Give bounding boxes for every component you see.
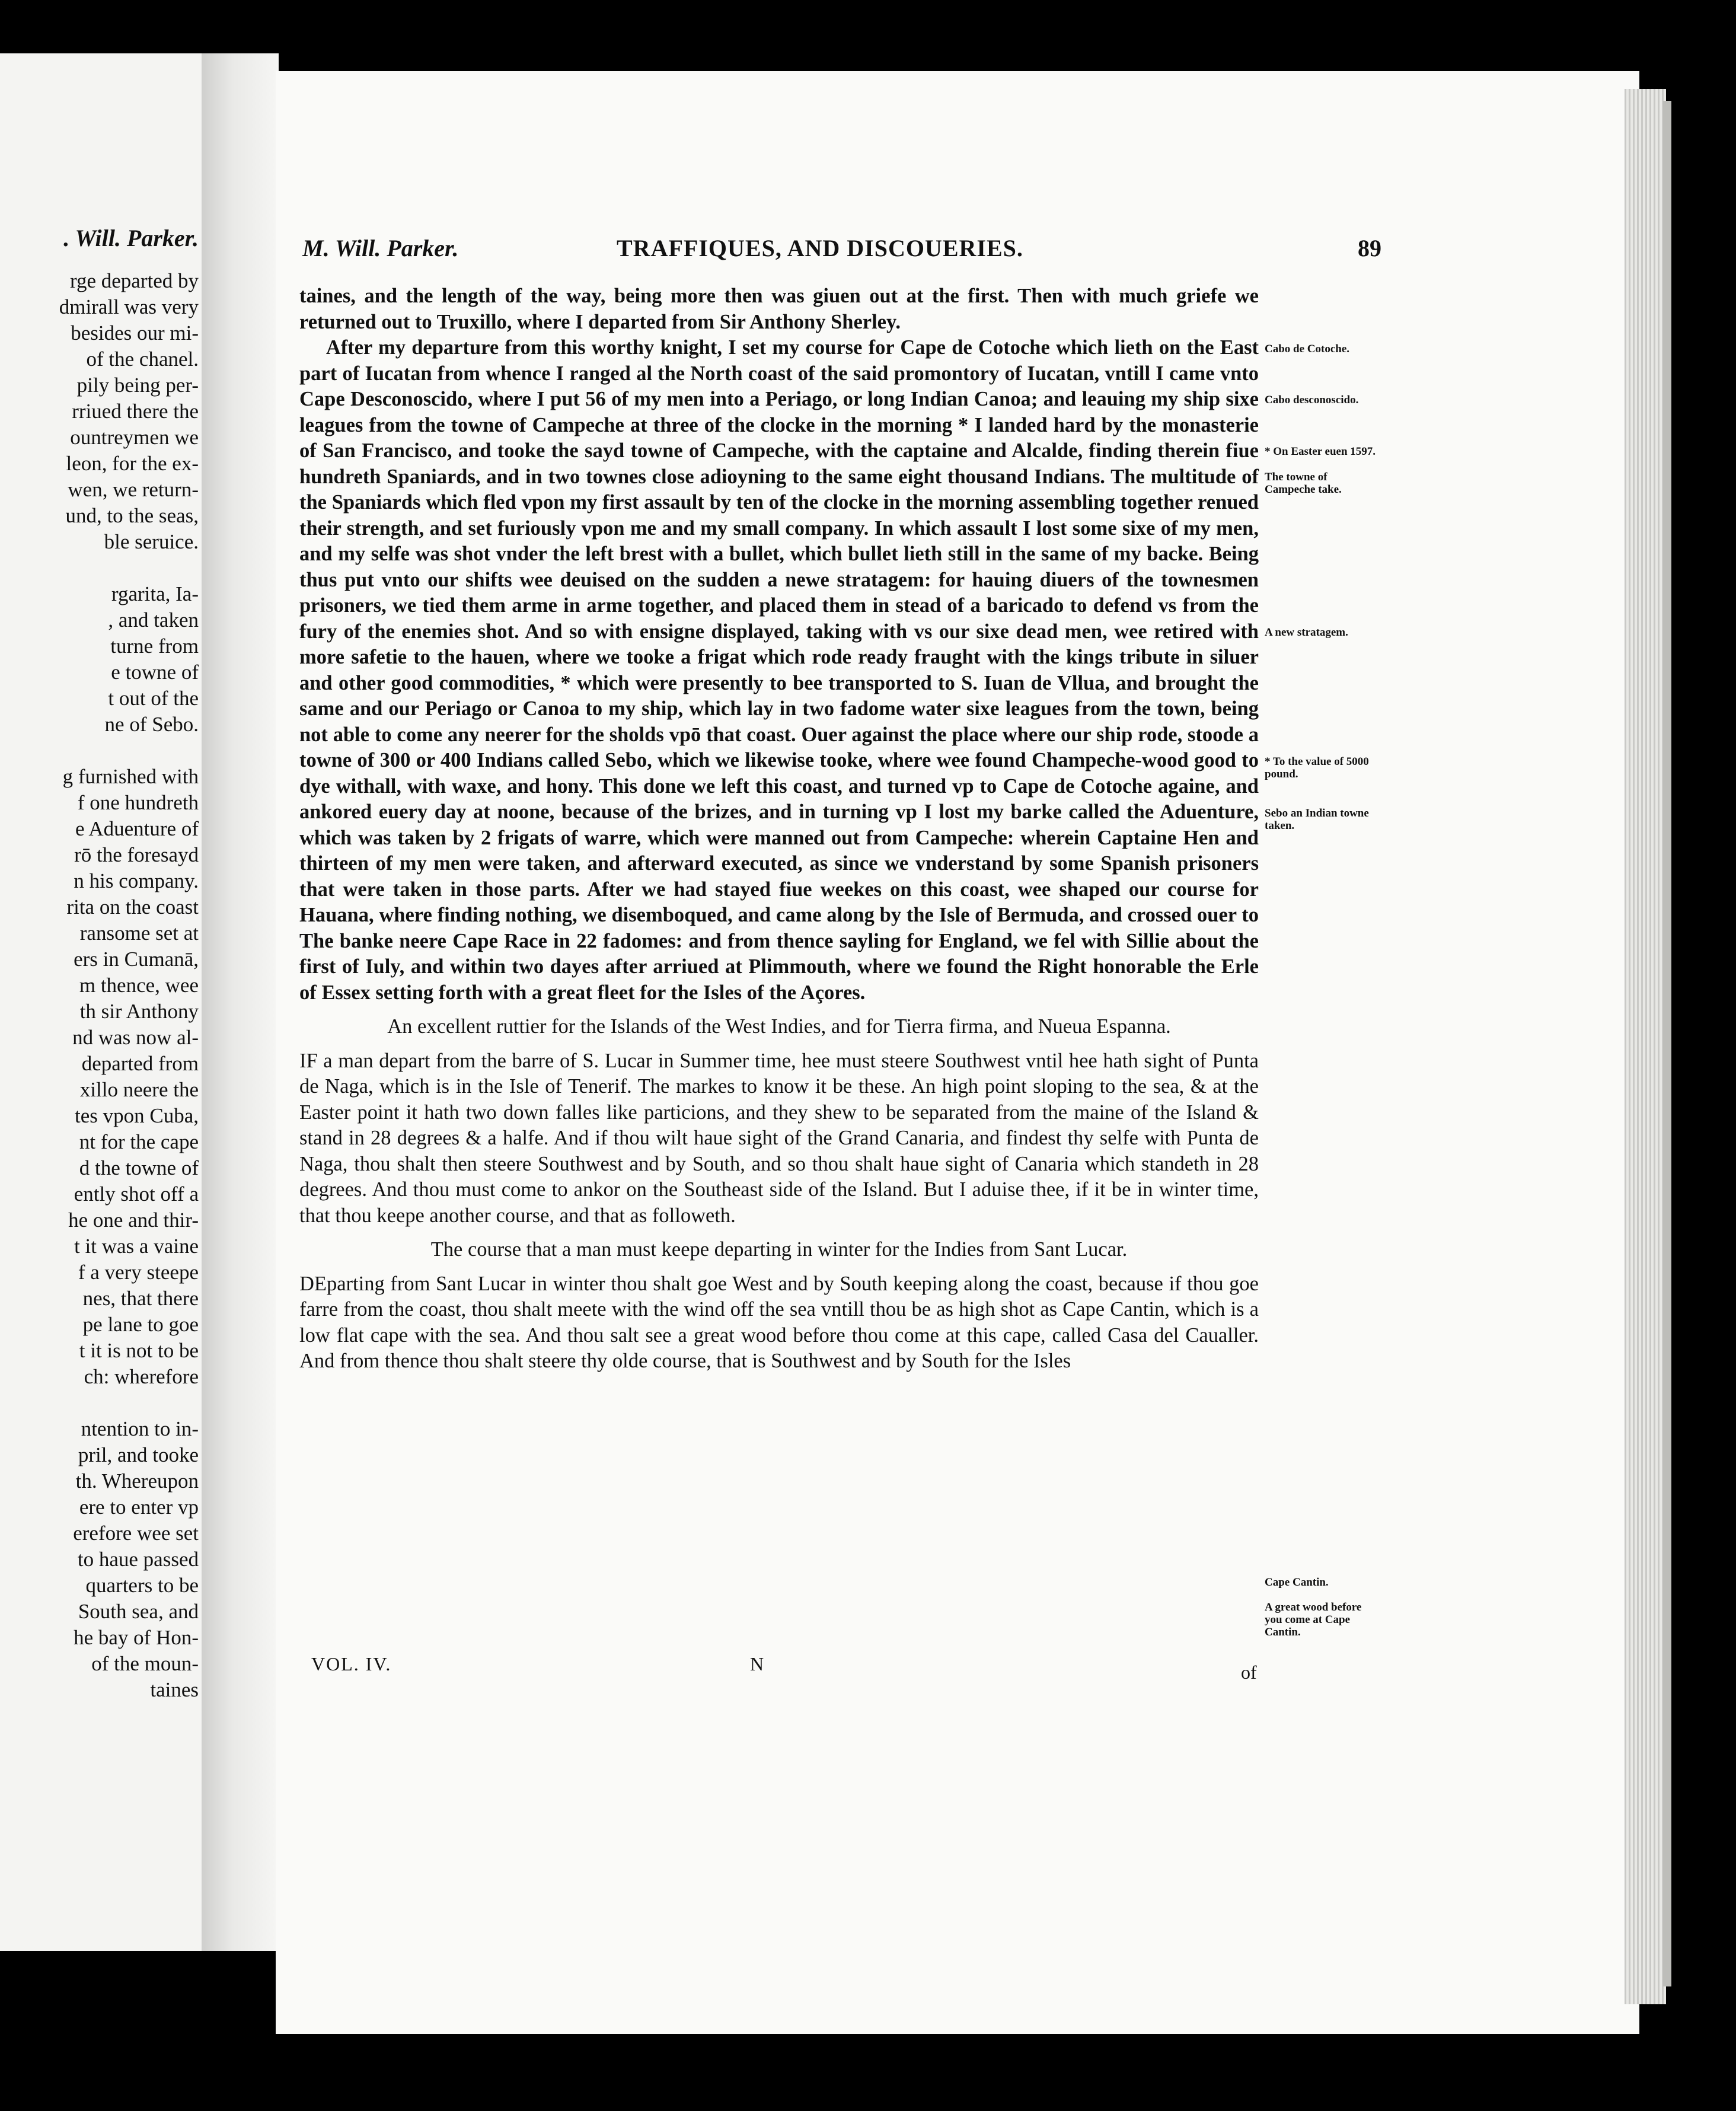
- margin-note-easter: * On Easter euen 1597.: [1265, 445, 1376, 458]
- left-page-line: m thence, wee: [79, 974, 199, 997]
- left-page-line: d the towne of: [79, 1156, 199, 1179]
- left-page-line: leon, for the ex-: [66, 452, 199, 475]
- left-page-line: f a very steepe: [78, 1261, 199, 1284]
- margin-note-cabo-cotoche: Cabo de Cotoche.: [1265, 343, 1350, 355]
- left-page-line: dmirall was very: [59, 295, 199, 318]
- left-page-line: of the chanel.: [86, 347, 199, 371]
- left-page-line: ers in Cumanā,: [74, 948, 199, 971]
- left-page-gap: [0, 738, 199, 764]
- running-title-author: M. Will. Parker.: [302, 235, 459, 262]
- left-page-line: wen, we return-: [68, 478, 199, 501]
- left-page-line: ch: wherefore: [84, 1365, 199, 1388]
- left-page-gap: [0, 555, 199, 581]
- paragraph-2: After my departure from this worthy knight, I set my course for Cape de Cotoche which lieth on the East part of Iucatan from whence I ranged al the North coast of the said promontory of Iucatan, vntill I came vnto Cape Desconoscido, where I put 56 of my men into a Periago, or long Indian Canoa; and leauing my ship sixe leagues from the towne of Campeche at three of the clocke in the morning * I landed hard by the monasterie of San Francisco, and tooke the sayd towne of Campeche, with the captaine and Alcalde, finding therein fiue hundreth Spaniards, and in two townes close adioyning to the same eight thousand Indians. The multitude of the Spaniards which fled vpon my first assault by ten of the clocke in the morning assembling together renued their strength, and set furiously vpon me and my small company. In which assault I lost some sixe of my men, and my selfe was shot vnder the left brest with a bullet, which bullet lieth still in the same of my backe. Being thus put vnto our shifts wee deuised on the sudden a newe stratagem: for hauing diuers of the townesmen prisoners, we tied them arme in arme together, and placed them in stead of a baricado to defend vs from the fury of the enemies shot. And so with ensigne displayed, taking with vs our sixe dead men, wee retired with more safetie to the hauen, where we tooke a frigat which rode ready fraught with the kings tribute in siluer and other good commodities, * which were presently to bee transported to S. Iuan de Vllua, and brought the same and our Periago or Canoa to my ship, which lay in two fadome water sixe leagues from the town, being not able to come any neerer for the sholds vpō that coast. Ouer against the place where our ship rode, stoode a towne of 300 or 400 Indians called Sebo, which we likewise tooke, where wee found Champeche-wood good to dye withall, with waxe, and hony. This done we left this coast, and turned vp to Cape de Cotoche againe, and ankored euery day at noone, because of the brizes, and in turning vp I lost my barke called the Aduenture, which was taken by 2 frigats of warre, which were manned out from Campeche: wherein Captaine Hen and thirteen of my men were taken, and afterward executed, as since we vnderstand by some Spanish prisoners that were taken in those parts. After we had stayed fiue weekes on this coast, wee shaped our course for Hauana, where finding nothing, we disemboqued, and came along by the Isle of Bermuda, and crossed ouer to The banke neere Cape Race in 22 fadomes: and from thence sayling for England, we fel with Sillie about the first of Iuly, and within two dayes after arriued at Plimmouth, where we found the Right honorable the Erle of Essex setting forth with a great fleet for the Isles of the Açores.: [299, 336, 1259, 1004]
- left-page-line: quarters to be: [85, 1574, 199, 1597]
- left-page-line: tes vpon Cuba,: [74, 1104, 199, 1127]
- margin-note-great-wood: A great wood before you come at Cape Cantin.: [1265, 1601, 1362, 1638]
- running-title: TRAFFIQUES, AND DISCOUERIES.: [617, 235, 1023, 262]
- left-page-line: und, to the seas,: [65, 504, 199, 527]
- left-page-line: he bay of Hon-: [74, 1626, 199, 1649]
- left-page-line: rriued there the: [72, 400, 199, 423]
- main-text: [299, 283, 1259, 1375]
- left-page-line: rge departed by: [69, 269, 199, 292]
- signature-mark: N: [750, 1653, 764, 1675]
- left-page-line: t it was a vaine: [74, 1235, 199, 1258]
- left-page-line: pily being per-: [76, 374, 199, 397]
- left-page-line: nt for the cape: [79, 1130, 199, 1153]
- left-page-line: erefore wee set: [73, 1522, 199, 1545]
- left-page-line: t out of the: [108, 687, 199, 710]
- left-page-line: departed from: [81, 1052, 199, 1075]
- left-page-line: turne from: [110, 634, 199, 658]
- left-page-line: South sea, and: [78, 1600, 199, 1623]
- left-page-line: t it is not to be: [79, 1339, 199, 1362]
- margin-note-cabo-desconoscido: Cabo desconoscido.: [1265, 394, 1359, 406]
- page-footer: [311, 1653, 1260, 1683]
- left-page-line: ere to enter vp: [79, 1495, 199, 1519]
- left-page-line: to haue passed: [77, 1548, 199, 1571]
- left-page-lines: [0, 268, 199, 1703]
- left-page-line: pe lane to goe: [82, 1313, 199, 1336]
- margin-note-value: * To the value of 5000 pound.: [1265, 755, 1369, 780]
- left-page-line: nd was now al-: [72, 1026, 199, 1049]
- left-page-line: th sir Anthony: [79, 1000, 199, 1023]
- left-page-line: ountreymen we: [70, 426, 199, 449]
- margin-note-sebo: Sebo an Indian towne taken.: [1265, 807, 1369, 832]
- left-page-line: taines: [150, 1678, 199, 1701]
- left-page-line: e Aduenture of: [75, 817, 199, 840]
- left-page-line: ransome set at: [79, 921, 199, 945]
- page-edge-outer: [1663, 101, 1671, 1986]
- section-title-ruttier: An excellent ruttier for the Islands of the West Indies, and for Tierra firma, and Nueua Espanna.: [387, 1015, 1171, 1038]
- section-title-winter-course: The course that a man must keepe departing in winter for the Indies from Sant Lucar.: [430, 1238, 1128, 1261]
- left-page-text: [0, 225, 199, 1703]
- volume-number: VOL. IV.: [311, 1653, 392, 1675]
- left-page-line: ntention to in-: [81, 1417, 199, 1440]
- left-page-line: rgarita, Ia-: [111, 582, 199, 605]
- left-page-line: n his company.: [74, 869, 199, 892]
- margin-note-campeche: The towne of Campeche take.: [1265, 471, 1342, 496]
- left-page-line: he one and thir-: [68, 1208, 199, 1232]
- left-page-line: of the moun-: [91, 1652, 199, 1675]
- page-number: 89: [1358, 235, 1381, 262]
- paragraph-4: DEparting from Sant Lucar in winter thou shalt goe West and by South keeping along the coast, because if thou goe farre from the coast, thou shalt meete with the wind off the sea vntill thou be as high shot as Cape Cantin, which is a low flat cape with the sea. And thou salt see a great wood before thou come at this cape, called Casa del Caualler. And from thence thou shalt steere thy olde course, that is Southwest and by South for the Isles: [299, 1272, 1259, 1372]
- left-page-line: th. Whereupon: [75, 1469, 199, 1493]
- running-header: [302, 234, 1381, 264]
- left-page-line: ne of Sebo.: [104, 713, 199, 736]
- left-page-line: pril, and tooke: [78, 1443, 199, 1466]
- margin-note-cape-cantin: Cape Cantin.: [1265, 1576, 1329, 1589]
- margin-note-stratagem: A new stratagem.: [1265, 626, 1348, 639]
- left-page-line: besides our mi-: [71, 321, 199, 345]
- left-page-line: , and taken: [108, 608, 199, 632]
- left-page-line: nes, that there: [82, 1287, 199, 1310]
- left-page-line: f one hundreth: [77, 791, 199, 814]
- left-page-line: ble seruice.: [104, 530, 199, 553]
- left-page-line: e towne of: [111, 661, 199, 684]
- left-page-gap: [0, 1390, 199, 1416]
- paragraph-3: IF a man depart from the barre of S. Lucar in Summer time, hee must steere Southwest vntil hee hath sight of Punta de Naga, which is in the Isle of Tenerif. The markes to know it be these. An high point sloping to the sea, & at the Easter point it hath two down falles like particions, and they shew to be separated from the maine of the Island & stand in 28 degrees & a halfe. And if thou wilt haue sight of the Grand Canaria, and findest thy selfe with Punta de Naga, thou shalt then steere Southwest and by South, and so thou shalt haue sight of Canaria which standeth in 28 degrees. And thou must come to ankor on the Southeast side of the Island. But I aduise thee, if it be in winter time, that thou keepe another course, and that as followeth.: [299, 1049, 1259, 1227]
- catchword: of: [1241, 1662, 1257, 1683]
- left-page-line: xillo neere the: [79, 1078, 199, 1101]
- left-page-line: rita on the coast: [66, 895, 199, 919]
- left-page-line: g furnished with: [62, 765, 199, 788]
- left-page-line: rō the foresayd: [74, 843, 199, 866]
- left-running-title: . Will. Parker.: [63, 225, 199, 251]
- left-page-line: ently shot off a: [74, 1182, 199, 1206]
- gutter-shadow: [202, 53, 279, 1951]
- paragraph-1: taines, and the length of the way, being more then was giuen out at the first. Then with much griefe we returned out to Truxillo, where I departed from Sir Anthony Sherley.: [299, 285, 1259, 333]
- page-edges: [1625, 89, 1666, 2004]
